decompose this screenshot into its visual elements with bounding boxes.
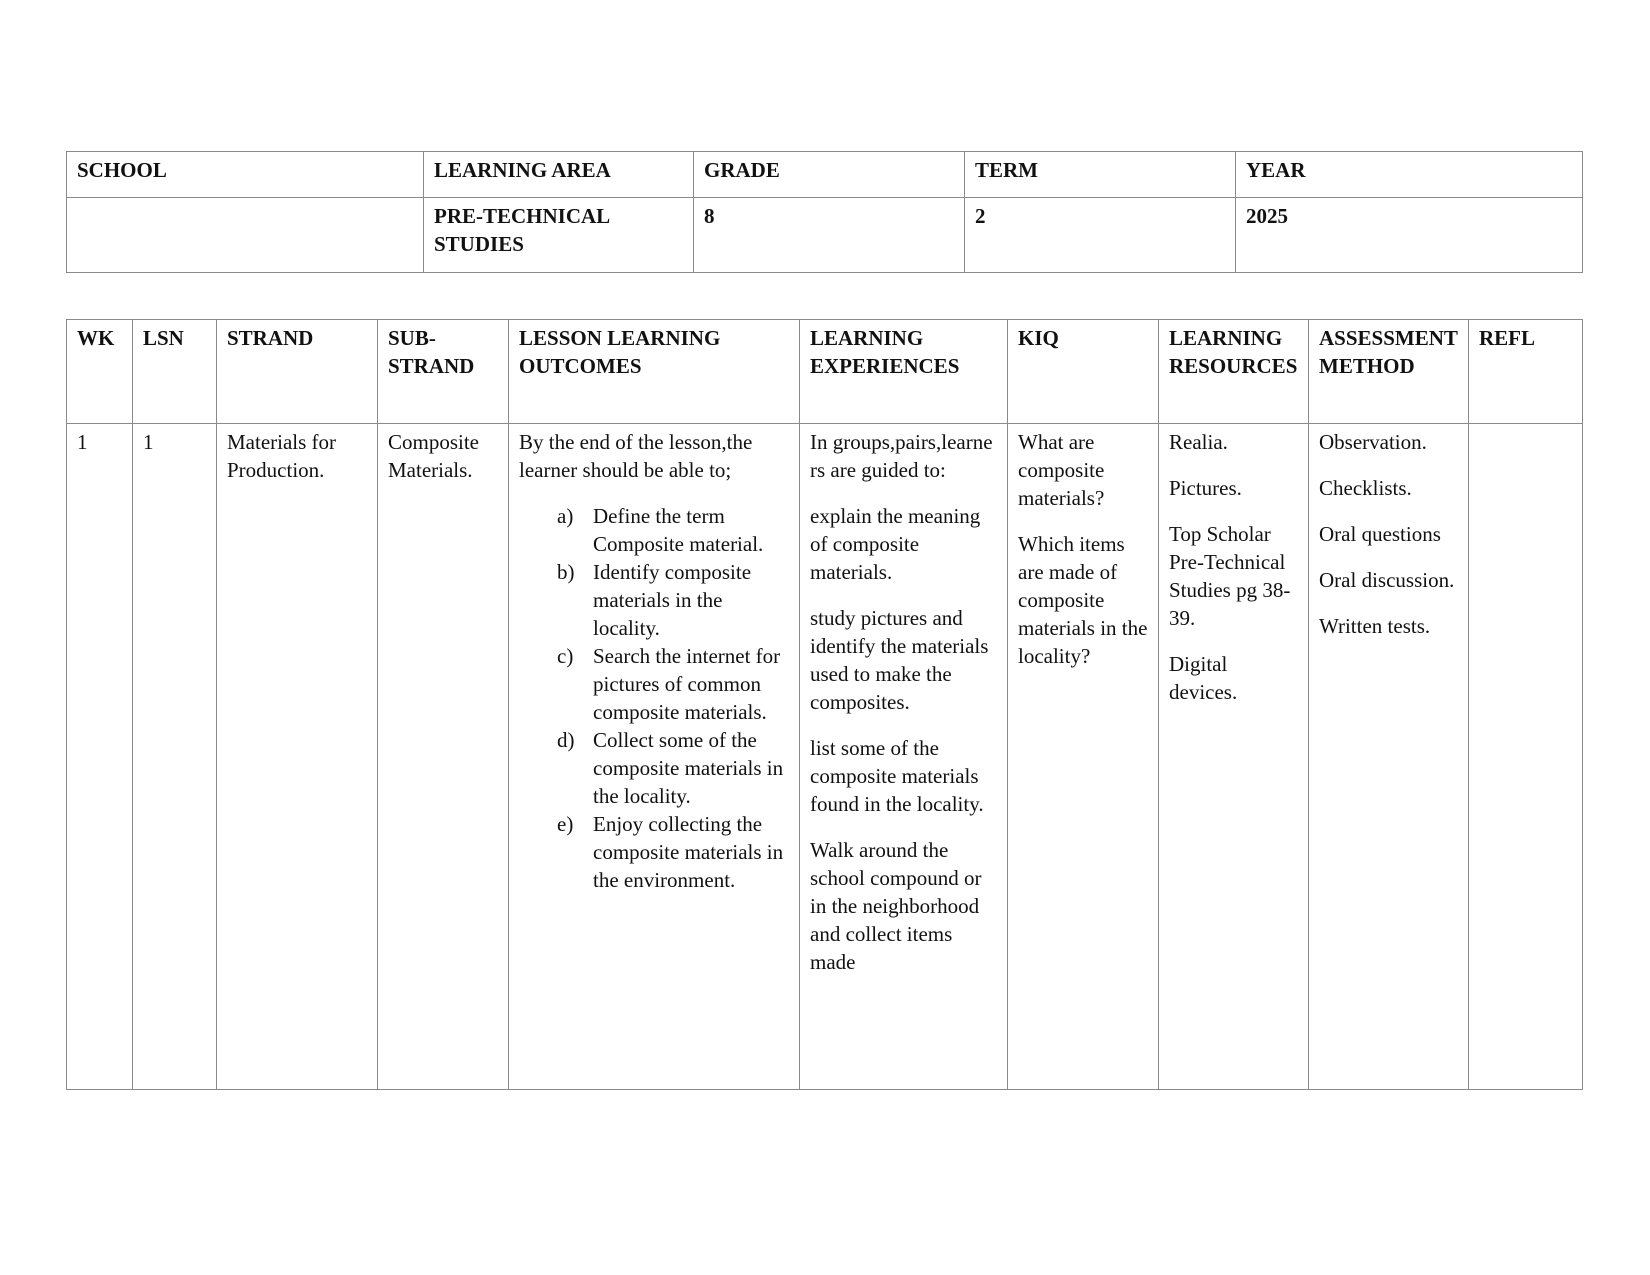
list-text: Identify composite materials in the locality. [593, 560, 752, 640]
header-assessment-method: ASSESSMENT METHOD [1309, 320, 1469, 424]
info-header-learning-area: LEARNING AREA [424, 152, 694, 198]
list-text: Enjoy collecting the composite materials in the environment. [593, 812, 784, 892]
info-header-school: SCHOOL [67, 152, 424, 198]
header-sub-strand: SUB-STRAND [378, 320, 509, 424]
cell-learning-resources [1159, 424, 1309, 1090]
cell-wk: 1 [67, 424, 133, 1090]
experience-item: In groups,pairs,learners are guided to: [810, 430, 993, 482]
header-learning-resources: LEARNING RESOURCES [1159, 320, 1309, 424]
info-value-learning-area: PRE-TECHNICAL STUDIES [424, 198, 694, 273]
header-refl: REFL [1469, 320, 1583, 424]
cell-learning-experiences [800, 424, 1008, 1090]
list-item [519, 726, 789, 810]
outcomes-list [519, 502, 789, 894]
cell-assessment-method [1309, 424, 1469, 1090]
info-value-row [67, 198, 1583, 273]
list-marker: a) [557, 504, 574, 528]
resource-item: Pictures. [1169, 476, 1242, 500]
assessment-item: Oral discussion. [1319, 568, 1455, 592]
kiq-item: What are composite materials? [1018, 430, 1105, 510]
assessment-item: Observation. [1319, 430, 1427, 454]
list-marker: e) [557, 812, 574, 836]
cell-lesson-learning-outcomes [509, 424, 800, 1090]
outcomes-intro: By the end of the lesson,the learner should be able to; [519, 430, 753, 482]
kiq-item: Which items are made of composite materials in the locality? [1018, 532, 1148, 668]
info-header-grade: GRADE [694, 152, 965, 198]
list-marker: c) [557, 644, 574, 668]
list-text: Collect some of the composite materials in the locality. [593, 728, 784, 808]
info-value-grade: 8 [694, 198, 965, 273]
info-header-term: TERM [965, 152, 1236, 198]
info-header-year: YEAR [1236, 152, 1583, 198]
experience-item: study pictures and identify the materials used to make the composites. [810, 606, 989, 714]
experience-item: list some of the composite materials found in the locality. [810, 736, 984, 816]
cell-kiq [1008, 424, 1159, 1090]
resource-item: Digital devices. [1169, 652, 1238, 704]
info-value-year: 2025 [1236, 198, 1583, 273]
cell-refl [1469, 424, 1583, 1090]
table-row [67, 424, 1583, 1090]
header-learning-experiences: LEARNING EXPERIENCES [800, 320, 1008, 424]
cell-strand: Materials for Production. [217, 424, 378, 1090]
cell-sub-strand: Composite Materials. [378, 424, 509, 1090]
list-item [519, 558, 789, 642]
header-lsn: LSN [133, 320, 217, 424]
list-item [519, 810, 789, 894]
info-table [66, 151, 1583, 273]
scheme-of-work-table [66, 319, 1583, 1090]
info-header-row [67, 152, 1583, 198]
assessment-item: Checklists. [1319, 476, 1412, 500]
list-text: Search the internet for pictures of common composite materials. [593, 644, 781, 724]
scheme-header-row [67, 320, 1583, 424]
info-value-term: 2 [965, 198, 1236, 273]
experience-item: Walk around the school compound or in the neighborhood and collect items made [810, 838, 982, 974]
list-text: Define the term Composite material. [593, 504, 764, 556]
assessment-item: Written tests. [1319, 614, 1431, 638]
list-marker: d) [557, 728, 575, 752]
assessment-item: Oral questions [1319, 522, 1441, 546]
header-lesson-learning-outcomes: LESSON LEARNING OUTCOMES [509, 320, 800, 424]
header-strand: STRAND [217, 320, 378, 424]
resource-item: Realia. [1169, 430, 1228, 454]
list-item [519, 502, 789, 558]
header-wk: WK [67, 320, 133, 424]
list-marker: b) [557, 560, 575, 584]
header-kiq: KIQ [1008, 320, 1159, 424]
experience-item: explain the meaning of composite materials. [810, 504, 981, 584]
cell-lsn: 1 [133, 424, 217, 1090]
info-value-school [67, 198, 424, 273]
list-item [519, 642, 789, 726]
resource-item: Top Scholar Pre-Technical Studies pg 38-39. [1169, 522, 1291, 630]
